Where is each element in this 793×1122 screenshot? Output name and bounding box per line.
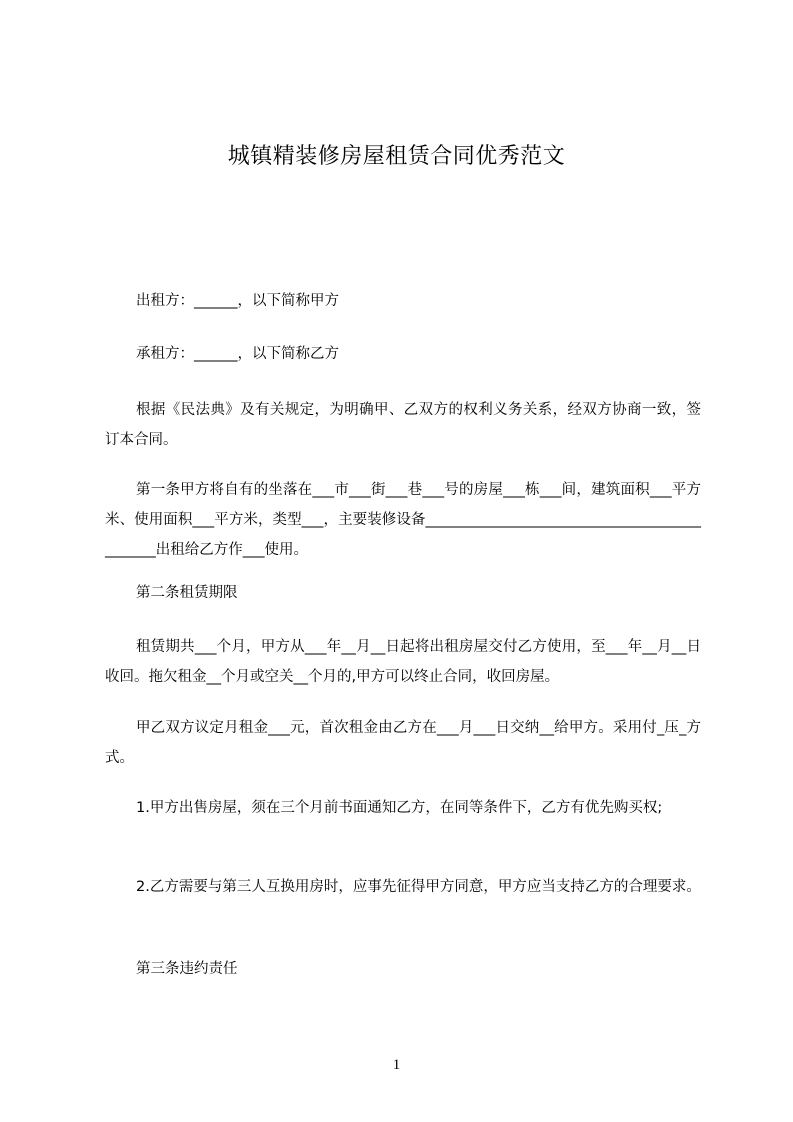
paragraph-lease-term: 租赁期共___个月，甲方从___年__月__日起将出租房屋交付乙方使用，至___年__月__日收回。拖欠租金__个月或空关__个月的,甲方可以终止合同，收回房屋。 (105, 639, 701, 685)
paragraph-legal-basis: 根据《民法典》及有关规定，为明确甲、乙双方的权利义务关系，经双方协商一致，签订本合同。 (105, 402, 701, 448)
paragraph-clause-two: 2.乙方需要与第三人互换用房时，应事先征得甲方同意，甲方应当支持乙方的合理要求。 (136, 879, 701, 895)
paragraph-lessor: 出租方：______，以下简称甲方 (136, 293, 339, 309)
heading-article-three: 第三条违约责任 (136, 961, 238, 977)
document-title: 城镇精装修房屋租赁合同优秀范文 (227, 144, 566, 169)
heading-article-two: 第二条租赁期限 (136, 585, 238, 601)
paragraph-lessee: 承租方：______，以下简称乙方 (136, 346, 339, 362)
paragraph-rent: 甲乙双方议定月租金___元，首次租金由乙方在___月___日交纳__给甲方。采用付_压_方式。 (105, 720, 701, 766)
paragraph-clause-one: 1.甲方出售房屋，须在三个月前书面通知乙方，在同等条件下，乙方有优先购买权; (136, 800, 663, 816)
page-number: 1 (392, 1057, 401, 1073)
paragraph-article-one: 第一条甲方将自有的坐落在___市___街___巷___号的房屋___栋___间，建筑面积___平方米、使用面积___平方米，类型___，主要装修设备_____________________________________________出租给乙方作___使用。 (105, 482, 701, 558)
